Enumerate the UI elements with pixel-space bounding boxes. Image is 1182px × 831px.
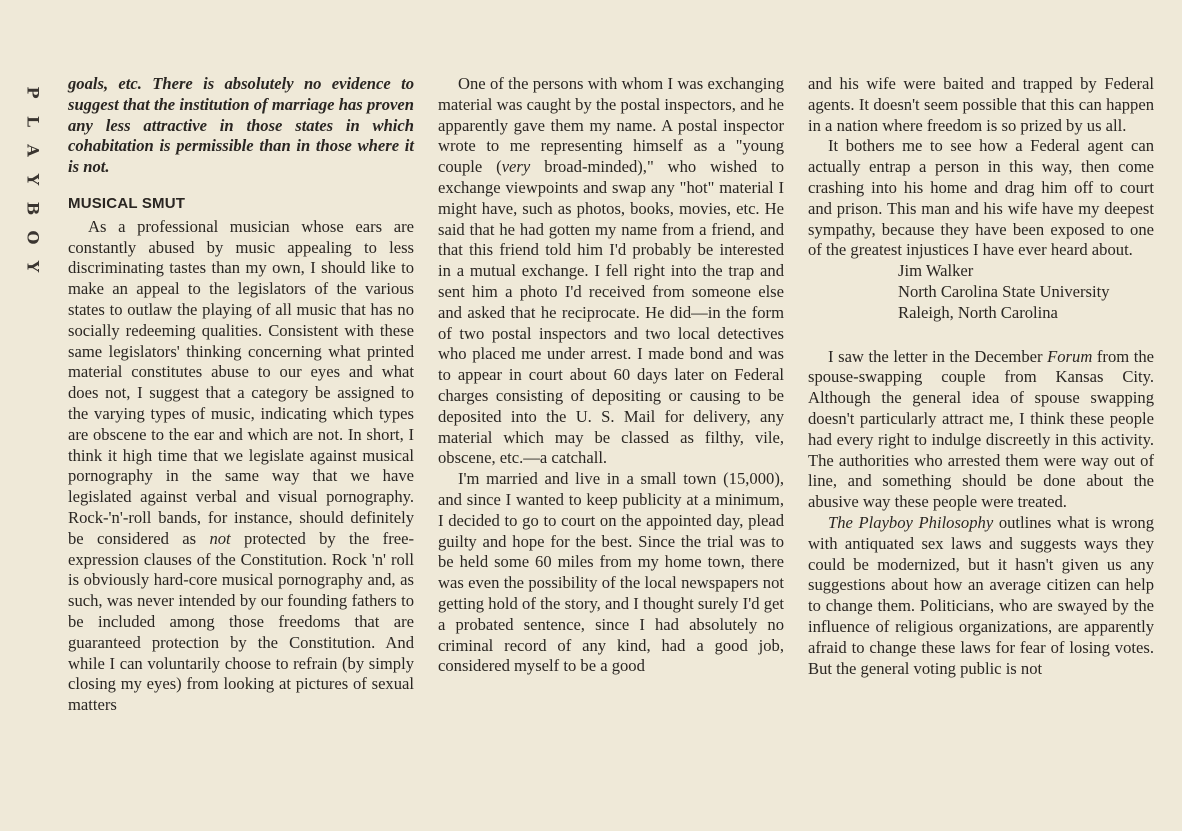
text-run: broad-minded)," who wished to exchange viewpoints and swap any "hot" material I might have, such as photos, books, movies, etc. He said that he had gotten my name from a friend, and that this friend told him I'd probably be interested in a mutual exchange. I fell right into the trap and sent him a photo I'd received from someone else and asked that he reciprocate. He did—in the form of two postal inspectors and two local detectives who placed me under arrest. I made bond and was to appear in court about 60 days later on Federal charges consisting of depositing or causing to be deposited into the U. S. Mail for delivery, any material which may be classed as filthy, vile, obscene, etc.—a catchall. [438,157,784,468]
signature-name: Jim Walker [898,261,974,281]
masthead-letter: O [23,230,43,245]
letter-paragraph [808,513,1154,679]
masthead-letter: B [23,201,43,216]
masthead-letter: L [23,115,43,128]
text-run: outlines what is wrong with antiquated sex laws and suggests ways they could be modernized, but it hasn't given us any suggestions about how an average citizen can help to change them. Politicians, who are swayed by the influence of religious organizations, are apparently afraid to change these laws for fear of losing votes. But the general voting public is not [808,512,1154,678]
letter-paragraph: It bothers me to see how a Federal agent can actually entrap a person in this way, then come crashing into his home and drag him off to court and prison. This man and his wife have my deepest sympathy, because they have been exposed to one of the greatest injustices I have ever heard about. [808,136,1154,260]
signature-school: North Carolina State University [898,281,1110,301]
column-2 [438,74,784,677]
emphasis: not [209,528,231,548]
letter-separator [808,324,1154,347]
letter-paragraph [808,347,1154,513]
text-run: from the spouse-swapping couple from Kansas City. Although the general idea of spouse swapping doesn't particularly attract me, I think these people had every right to indulge discreetly in this activity. The authorities who arrested them were way out of line, and something should be done about the abusive way these people were treated. [808,346,1154,512]
text-run: protected by the free-expression clauses of the Constitution. Rock 'n' roll is obviously hard-core musical pornography and, as such, was never intended by our founding fathers to be included among those freedoms that are guaranteed protection by the Constitution. And while I can voluntarily choose to refrain (by simply closing my eyes) from looking at pictures of sexual matters [68,528,414,715]
text-run: One of the persons with whom I was exchanging material was caught by the postal inspectors, and he apparently gave them my name. A postal inspector wrote to me representing himself as a "young couple ( [438,74,784,177]
letter-paragraph: I'm married and live in a small town (15,000), and since I wanted to keep publicity at a minimum, I decided to go to court on the appointed day, plead guilty and hope for the best. Since the trial was to be held some 60 miles from my home town, there was even the possibility of the local newspapers not getting hold of the story, and I thought surely I'd get a probated sentence, since I had absolutely no criminal record of any kind, had a good job, considered myself to be a good [438,469,784,676]
letter-paragraph: and his wife were baited and trapped by Federal agents. It doesn't seem possible that this can happen in a nation where freedom is so prized by us all. [808,74,1154,135]
masthead-letter: Y [23,260,43,273]
masthead-letter: Y [23,173,43,186]
masthead-letter: P [23,86,43,99]
emphasis: Forum [1047,346,1093,366]
text-run: As a professional musician whose ears are constantly abused by music appealing to less discriminating tastes than my own, I should like to make an appeal to the legislators of the various states to outlaw the playing of all music that has no socially redeeming qualities. Consistent with these same legislators' thinking concerning what printed material constitutes abuse to our eyes and what does not, I suggest that a category be assigned to the varying types of music, indicating which types are obscene to the ear and which are not. In short, I think it high time that we legislate against musical pornography in the same way that we have legislated against verbal and visual pornography. Rock-'n'-roll bands, for instance, should definitely be considered as [68,216,414,548]
column-3 [808,74,1154,679]
section-heading: MUSICAL SMUT [68,194,186,212]
column-1 [68,74,414,716]
letter-paragraph [68,217,414,716]
letter-paragraph [438,74,784,469]
masthead-vertical [22,78,44,281]
signature-city: Raleigh, North Carolina [898,302,1058,322]
emphasis: The Playboy Philosophy [828,512,994,532]
emphasis: very [501,157,531,177]
text-run: I saw the letter in the December [828,346,1043,366]
masthead-letter: A [23,144,43,157]
intro-paragraph: goals, etc. There is absolutely no evidence to suggest that the institution of marriage has proven any less attractive in those states in which cohabitation is permissible than in those where it is not. [68,74,414,177]
